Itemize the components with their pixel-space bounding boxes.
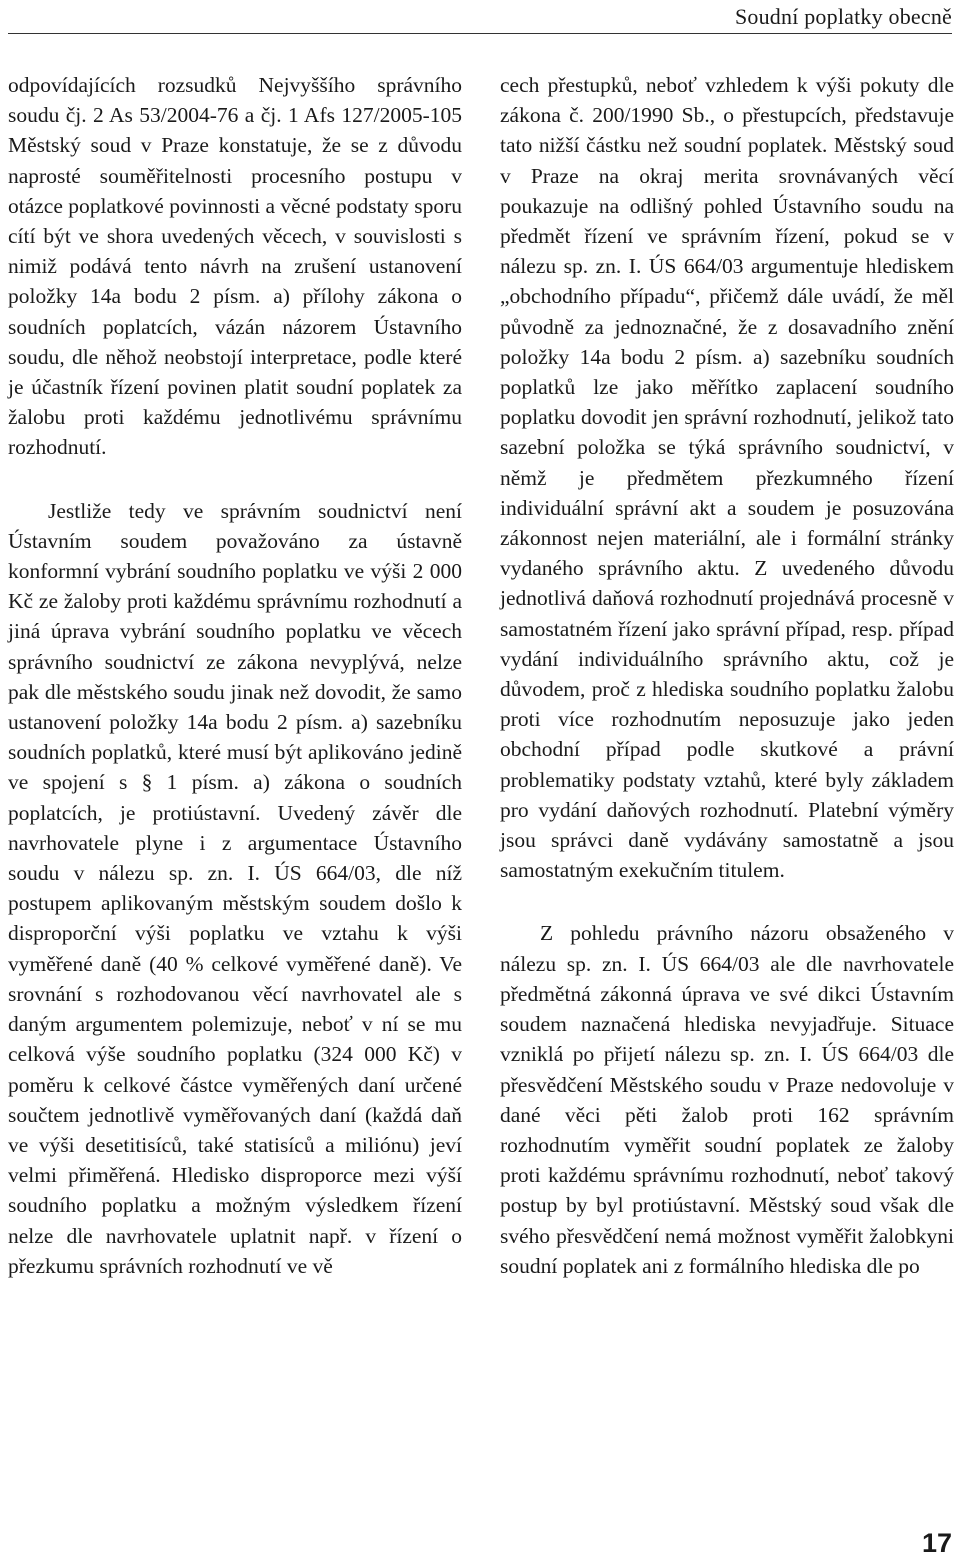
running-header: Soudní poplatky obecně: [734, 4, 952, 29]
right-paragraph-2: Z pohledu právního názoru obsaženého v nálezu sp. zn. I. ÚS 664/03 ale dle navrhovatele předmětná zákonná úprava ve své dikci Ústavním soudem naznačená hlediska nevyjadřuje. Situace vzniklá po přijetí nálezu sp. zn. I. ÚS 664/03 dle přesvědčení Městského soudu v Praze nedovoluje v dané věci pěti žalob proti 162 správním rozhodnutím vyměřit soudní poplatek ze žaloby proti každému správnímu rozhodnutí, neboť takový postup by byl protiústavní. Městský soud však dle svého přesvědčení nemá možnost vyměřit žalobkyni soudní poplatek ani z formálního hlediska dle po: [500, 921, 954, 1278]
right-paragraph-1: cech přestupků, neboť vzhledem k výši pokuty dle zákona č. 200/1990 Sb., o přestupcích, představuje tato nižší částku než soudní poplatek. Městský soud v Praze na okraj merita srovnávaných věcí poukazuje na odlišný pohled Ústavního soudu na předmět řízení ve správním řízení, pokud se v nálezu sp. zn. I. ÚS 664/03 argumentuje hlediskem „obchodního případu“, přičemž dále uvádí, že měl původně za jednoznačné, že z dosavadního znění položky 14a bodu 2 písm. a) sazebníku soudních poplatků lze jako měřítko zaplacení soudního poplatku dovodit jen správní rozhodnutí, jelikož tato sazební položka se týká správního soudnictví, v němž je předmětem přezkumného řízení individuální správní akt a soudem je posuzována zákonnost nejen materiální, ale i formální stránky vydaného správního aktu. Z uvedeného důvodu jednotlivá daňová rozhodnutí projednává procesně v samostatném řízení jako správní případ, resp. případ vydání individuálního správního aktu, což je důvodem, proč z hlediska soudního poplatku žalobu proti více rozhodnutím neposuzuje jako jeden obchodní případ podle skutkové a právní problematiky podstaty vztahů, které byly základem pro vydání daňových rozhodnutí. Platební výměry jsou správci daně vydávány samostatně a jsou samostatným exekučním titulem.: [500, 73, 954, 883]
right-column: [500, 70, 954, 1281]
paragraph-gap: [500, 885, 954, 918]
left-paragraph-1: odpovídajících rozsudků Nejvyššího správního soudu čj. 2 As 53/2004-76 a čj. 1 Afs 127/2005-105 Městský soud v Praze konstatuje, že se z důvodu naprosté souměřitelnosti procesního postupu v otázce poplatkové povinnosti a věcné podstaty sporu cítí být ve shora uvedených věcech, v souvislosti s nimiž podává tento návrh na zrušení ustanovení položky 14a bodu 2 písm. a) přílohy zákona o soudních poplatcích, vázán názorem Ústavního soudu, dle něhož neobstojí interpretace, podle které je účastník řízení povinen platit soudní poplatek za žalobu proti každému jednotlivému správnímu rozhodnutí.: [8, 73, 462, 460]
header-rule: [8, 33, 952, 34]
left-paragraph-2: Jestliže tedy ve správním soudnictví není Ústavním soudem považováno za ústavně konformní vybrání soudního poplatku ve výši 2 000 Kč ze žaloby proti každému správnímu rozhodnutí a jiná úprava vybrání soudního poplatku ve věcech správního soudnictví ze zákona nevyplývá, nelze pak dle městského soudu jinak než dovodit, že samo ustanovení položky 14a bodu 2 písm. a) sazebníku soudních poplatků, které musí být aplikováno jedině ve spojení s § 1 písm. a) zákona o soudních poplatcích, je protiústavní. Uvedený závěr dle navrhovatele plyne i z argumentace Ústavního soudu v nálezu sp. zn. I. ÚS 664/03, dle níž postupem aplikovaným městským soudem došlo k disproporční výši poplatku ve vztahu k výši vyměřené daně (40 % celkové vyměřené daně). Ve srovnání s rozhodovanou věcí navrhovatel ale s daným argumentem polemizuje, neboť v ní se mu celková výše soudního poplatku (324 000 Kč) v poměru k celkové částce vyměřených daní určené součtem jednotlivě vyměřovaných daní (každá daň ve výši desetitisíců, také statisíců a miliónu) jeví velmi přiměřená. Hledisko disproporce mezi výší soudního poplatku a možným výsledkem řízení nelze dle navrhovatele uplatnit např. v řízení o přezkumu správních rozhodnutí ve vě: [8, 498, 462, 1278]
page-number: 17: [921, 1528, 952, 1558]
left-column: [8, 70, 462, 1281]
paragraph-gap: [8, 463, 462, 496]
